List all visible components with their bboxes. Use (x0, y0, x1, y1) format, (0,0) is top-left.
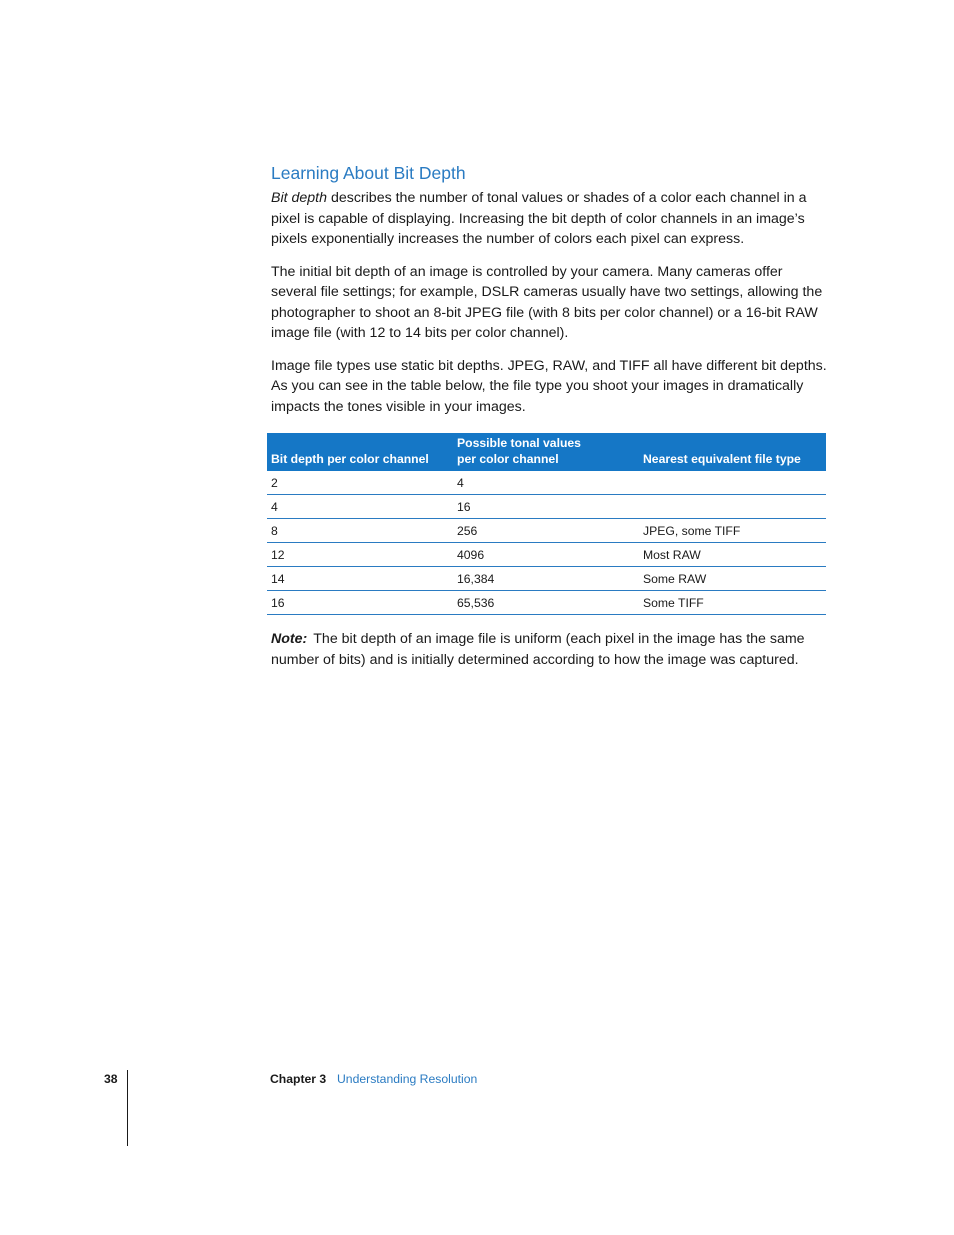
table-row (267, 519, 826, 543)
cell-tonal-values: 65,536 (453, 591, 639, 615)
paragraph-text: describes the number of tonal values or shades of a color each channel in a pixel is capable of displaying. Increasing the bit depth of color channels in an image’s pixels exponentially increases the number of colors each pixel can express. (271, 190, 807, 247)
chapter-label: Chapter 3 (270, 1072, 327, 1086)
cell-file-type (639, 495, 826, 519)
cell-bit-depth: 16 (267, 591, 453, 615)
note-text: The bit depth of an image file is uniform (each pixel in the image has the same number of bits) and is initially determined according to how the image was captured. (271, 631, 805, 668)
cell-tonal-values: 16,384 (453, 567, 639, 591)
page-number: 38 (104, 1072, 118, 1086)
section-heading: Learning About Bit Depth (271, 163, 466, 183)
header-file-type: Nearest equivalent file type (639, 433, 826, 471)
note-label: Note: (271, 631, 308, 648)
note (271, 629, 827, 670)
cell-bit-depth: 4 (267, 495, 453, 519)
table-row (267, 591, 826, 615)
cell-tonal-values: 4096 (453, 543, 639, 567)
table-header-row (267, 433, 826, 471)
cell-bit-depth: 8 (267, 519, 453, 543)
table-row (267, 567, 826, 591)
cell-bit-depth: 2 (267, 471, 453, 495)
paragraph-bit-depth-definition (271, 188, 827, 250)
cell-tonal-values: 4 (453, 471, 639, 495)
cell-bit-depth: 12 (267, 543, 453, 567)
cell-file-type: JPEG, some TIFF (639, 519, 826, 543)
paragraph-file-types: Image file types use static bit depths. JPEG, RAW, and TIFF all have different bit depths. As you can see in the table below, the file type you shoot your images in dramatically impacts the tones visible in your images. (271, 357, 827, 415)
cell-file-type: Some TIFF (639, 591, 826, 615)
header-tonal-values-line2: per color channel (457, 452, 559, 466)
page-content (271, 162, 827, 684)
cell-bit-depth: 14 (267, 567, 453, 591)
bit-depth-table (267, 433, 826, 615)
table-row (267, 471, 826, 495)
header-bit-depth: Bit depth per color channel (267, 433, 453, 471)
table-row (267, 543, 826, 567)
footer-divider (127, 1070, 128, 1146)
cell-tonal-values: 256 (453, 519, 639, 543)
chapter-title: Understanding Resolution (337, 1072, 478, 1086)
header-tonal-values-line1: Possible tonal values (457, 436, 581, 450)
table-row (267, 495, 826, 519)
paragraph-camera-bit-depth: The initial bit depth of an image is controlled by your camera. Many cameras offer several file settings; for example, DSLR cameras usually have two settings, allowing the photographer to shoot an 8-bit JPEG file (with 8 bits per color channel) or a 16-bit RAW image file (with 12 to 14 bits per color channel). (271, 263, 823, 341)
header-tonal-values (453, 433, 639, 471)
cell-file-type: Some RAW (639, 567, 826, 591)
cell-file-type (639, 471, 826, 495)
term-bit-depth: Bit depth (271, 190, 328, 206)
cell-file-type: Most RAW (639, 543, 826, 567)
cell-tonal-values: 16 (453, 495, 639, 519)
